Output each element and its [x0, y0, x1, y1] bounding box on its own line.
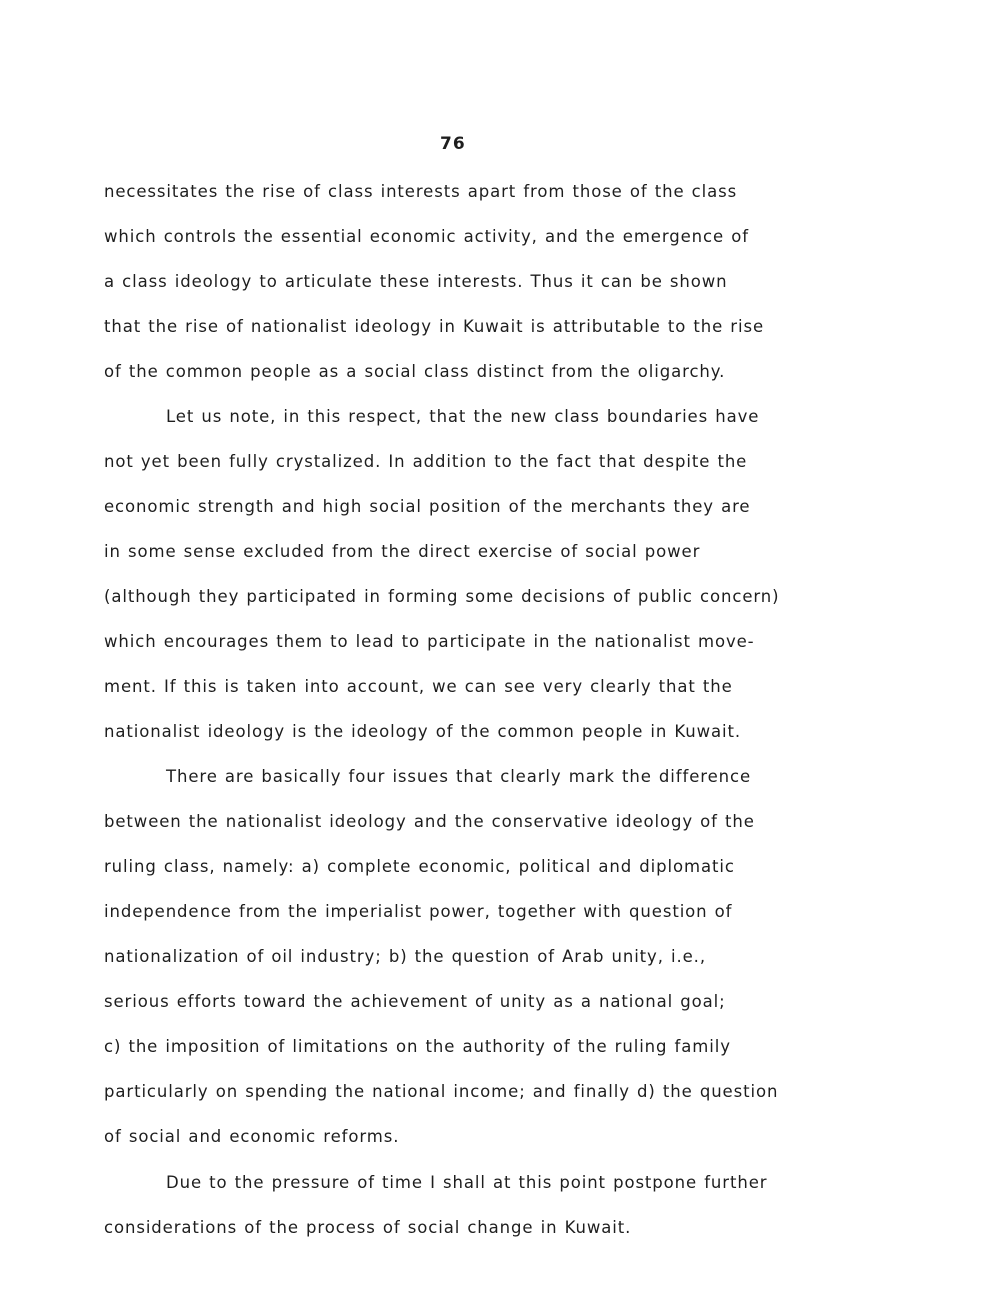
paragraph-3-line-6: serious efforts toward the achievement of unity as a national goal; [104, 992, 726, 1011]
paragraph-2-line-8: nationalist ideology is the ideology of the common people in Kuwait. [104, 722, 742, 741]
paragraph-1-line-3: a class ideology to articulate these interests. Thus it can be shown [104, 272, 728, 291]
paragraph-1-line-1: necessitates the rise of class interests apart from those of the class [104, 182, 738, 201]
paragraph-2-line-1: Let us note, in this respect, that the new class boundaries have [166, 407, 760, 426]
paragraph-2-line-4: in some sense excluded from the direct exercise of social power [104, 542, 701, 561]
paragraph-3-line-7: c) the imposition of limitations on the authority of the ruling family [104, 1037, 731, 1056]
paragraph-3-line-5: nationalization of oil industry; b) the question of Arab unity, i.e., [104, 947, 706, 966]
paragraph-2-line-5: (although they participated in forming some decisions of public concern) [104, 587, 780, 606]
paragraph-3-line-8: particularly on spending the national income; and finally d) the question [104, 1082, 779, 1101]
paragraph-1-line-2: which controls the essential economic activity, and the emergence of [104, 227, 749, 246]
paragraph-1-line-4: that the rise of nationalist ideology in Kuwait is attributable to the rise [104, 317, 765, 336]
paragraph-3-line-3: ruling class, namely: a) complete economic, political and diplomatic [104, 857, 735, 876]
page-number: 76 [440, 134, 466, 154]
paragraph-4-line-1: Due to the pressure of time I shall at this point postpone further [166, 1173, 768, 1192]
paragraph-3-line-1: There are basically four issues that clearly mark the difference [166, 767, 751, 786]
paragraph-2-line-6: which encourages them to lead to participate in the nationalist move- [104, 632, 755, 651]
paragraph-2-line-7: ment. If this is taken into account, we can see very clearly that the [104, 677, 733, 696]
paragraph-3-line-9: of social and economic reforms. [104, 1127, 400, 1146]
paragraph-1-line-5: of the common people as a social class distinct from the oligarchy. [104, 362, 726, 381]
paragraph-3-line-4: independence from the imperialist power, together with question of [104, 902, 733, 921]
paragraph-2-line-2: not yet been fully crystalized. In addition to the fact that despite the [104, 452, 748, 471]
paragraph-4-line-2: considerations of the process of social change in Kuwait. [104, 1218, 632, 1237]
paragraph-2-line-3: economic strength and high social position of the merchants they are [104, 497, 751, 516]
paragraph-3-line-2: between the nationalist ideology and the conservative ideology of the [104, 812, 755, 831]
